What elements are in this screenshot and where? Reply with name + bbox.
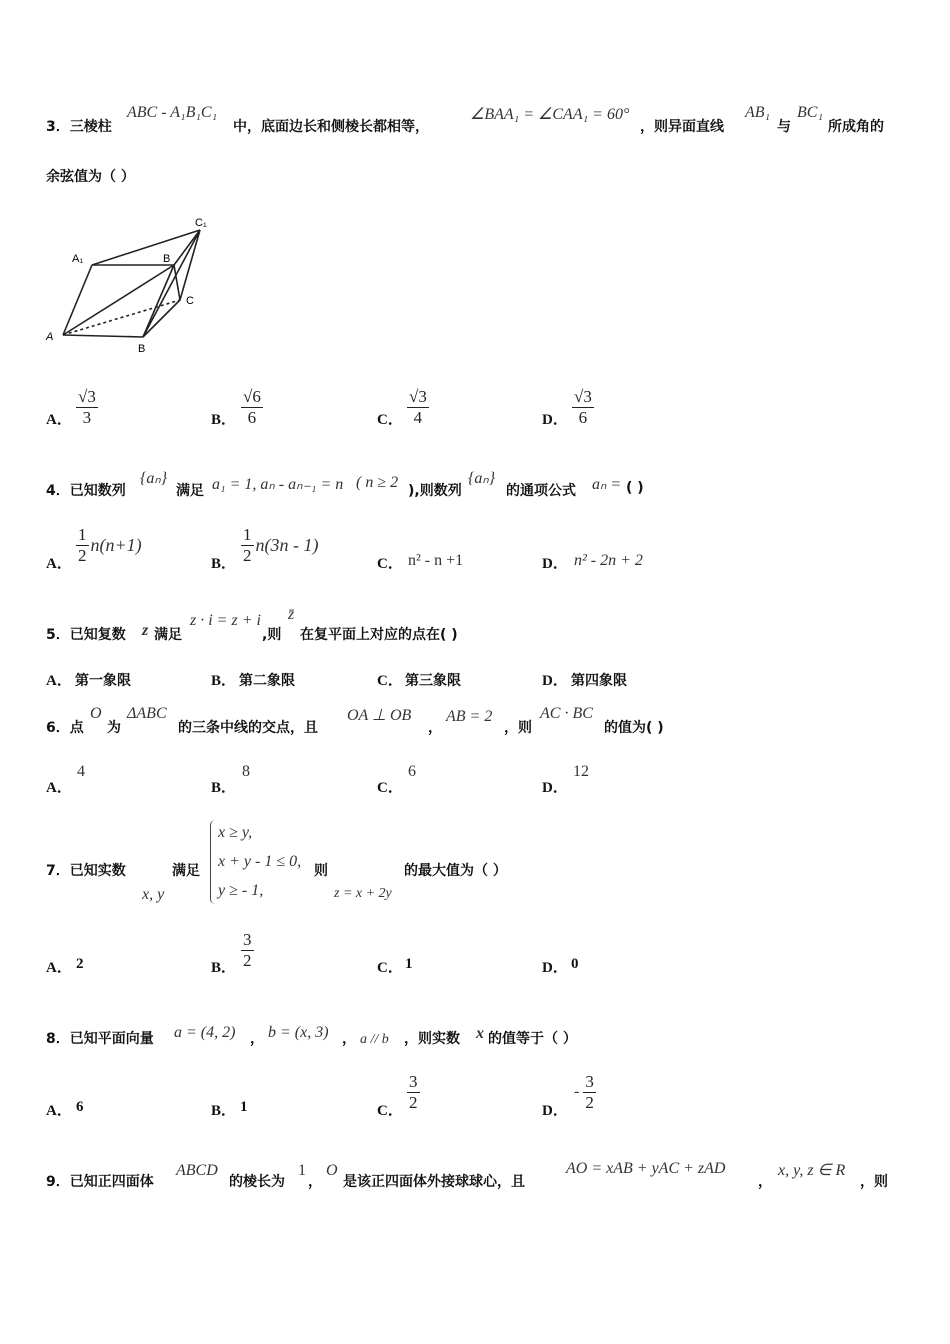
fig-label-c: C: [186, 295, 194, 307]
q6-mid: 的三条中线的交点，且: [178, 720, 318, 736]
fig-label-b1: B: [163, 253, 171, 265]
q5-then: ,则: [262, 627, 282, 643]
q7-option-b[interactable]: $\frac{3}{2}$: [243, 930, 252, 970]
q8-vec-a: a = (4, 2): [174, 1024, 236, 1041]
q6-triangle: ΔABC: [127, 705, 167, 722]
q6-then: ，则: [504, 720, 532, 736]
q3-option-d-label: D．: [542, 412, 568, 428]
q8-comma: ，: [250, 1031, 264, 1047]
prism-figure: [40, 212, 230, 357]
q5-option-c[interactable]: 第三象限: [405, 673, 461, 689]
q3-stem-then: ，则异面直线: [640, 119, 724, 135]
q3-tail: 所成角的: [828, 119, 884, 135]
q7-stem-start: 7．已知实数: [46, 863, 126, 879]
q7-brace: [210, 820, 215, 904]
q6-stem-start: 6．点: [46, 720, 84, 736]
q7-then: 则: [314, 863, 328, 879]
q6-option-b[interactable]: 8: [242, 763, 250, 780]
q9-comma2: ，: [758, 1174, 772, 1190]
q7-option-c-label: C．: [377, 960, 403, 976]
q5-option-d[interactable]: 第四象限: [571, 673, 627, 689]
q4-an: aₙ =: [592, 476, 622, 493]
q8-tail2: 的值等于（ ）: [488, 1031, 577, 1047]
q3-option-a-label: A．: [46, 412, 72, 428]
q4-stem-start: 4．已知数列: [46, 483, 126, 499]
q4-condition2: ( n ≥ 2: [356, 474, 399, 491]
q5-option-b[interactable]: 第二象限: [239, 673, 295, 689]
q7-xy: x, y: [142, 886, 165, 903]
q6-tail: 的值为( ): [604, 720, 664, 736]
q9-tail: ，则: [860, 1174, 888, 1190]
q8-option-b[interactable]: 1: [240, 1099, 248, 1115]
q4-option-b-label: B．: [211, 556, 237, 572]
q3-prism: ABC - A₁B₁C₁: [127, 104, 218, 121]
q3-stem-mid: 中，底面边长和侧棱长都相等，: [233, 119, 429, 135]
q7-option-d-label: D．: [542, 960, 568, 976]
q6-option-b-label: B．: [211, 780, 237, 796]
q7-option-d[interactable]: 0: [571, 956, 579, 972]
q4-option-d-label: D．: [542, 556, 568, 572]
fig-label-a: A: [46, 331, 54, 343]
q8-x: x: [476, 1025, 484, 1042]
q5-tail: 在复平面上对应的点在( ): [300, 627, 458, 643]
q8-option-c[interactable]: $\frac{3}{2}$: [409, 1072, 418, 1112]
q5-option-b-label: B．: [211, 673, 237, 689]
q8-option-c-label: C．: [377, 1103, 403, 1119]
q9-stem-start: 9．已知正四面体: [46, 1174, 154, 1190]
q9-o: O: [326, 1162, 338, 1179]
q4-option-a[interactable]: $\frac{1}{2}$ n(n+1): [78, 525, 142, 565]
q3-stem-start: 3．三棱柱: [46, 119, 112, 135]
q9-mid: 是该正四面体外接球球心，且: [343, 1174, 525, 1190]
q6-ab: AB = 2: [446, 708, 493, 725]
q3-option-c[interactable]: $\frac{√3}{4}$: [409, 387, 427, 427]
q7-ineq-2: x + y - 1 ≤ 0,: [218, 853, 302, 870]
q3-ab1: AB₁: [745, 104, 771, 121]
q6-option-a[interactable]: 4: [77, 763, 85, 780]
q6-o: O: [90, 705, 102, 722]
fig-label-c1: C₁: [195, 217, 207, 229]
q9-comma: ，: [308, 1174, 322, 1190]
q4-option-d[interactable]: n² - 2n + 2: [574, 552, 643, 569]
q8-vec-b: b = (x, 3): [268, 1024, 329, 1041]
q3-and: 与: [777, 119, 791, 135]
q6-perp: OA ⊥ OB: [347, 707, 412, 724]
q4-option-c[interactable]: n² - n +1: [408, 552, 464, 569]
q5-option-c-label: C．: [377, 673, 403, 689]
q4-option-a-label: A．: [46, 556, 72, 572]
q4-paren: ( ): [626, 480, 644, 496]
q4-seq: {aₙ}: [140, 470, 168, 487]
q6-dot: AC · BC: [540, 705, 593, 722]
q4-seq2: {aₙ}: [468, 470, 496, 487]
q7-option-b-label: B．: [211, 960, 237, 976]
q3-option-a[interactable]: $\frac{√3}{3}$: [78, 387, 96, 427]
q3-angle: ∠BAA₁ = ∠CAA₁ = 60°: [470, 106, 630, 123]
q9-domain: x, y, z ∈ R: [778, 1162, 846, 1179]
q6-option-c[interactable]: 6: [408, 763, 416, 780]
q7-tail: 的最大值为（ ）: [404, 863, 507, 879]
q6-is: 为: [107, 720, 121, 736]
q6-option-d[interactable]: 12: [573, 763, 589, 780]
q8-stem-start: 8．已知平面向量: [46, 1031, 154, 1047]
q3-option-c-label: C．: [377, 412, 403, 428]
q9-edge: 的棱长为: [229, 1174, 285, 1190]
q4-satisfy: 满足: [176, 483, 204, 499]
q4-then: ),则数列: [408, 483, 462, 499]
fig-label-b: B: [138, 343, 146, 355]
q8-option-b-label: B．: [211, 1103, 237, 1119]
q8-tail: ，则实数: [404, 1031, 460, 1047]
q3-option-b-label: B．: [211, 412, 237, 428]
q4-condition: a₁ = 1, aₙ - aₙ₋₁ = n: [212, 476, 344, 493]
q6-option-d-label: D．: [542, 780, 568, 796]
q8-option-d-label: D．: [542, 1103, 568, 1119]
q5-option-d-label: D．: [542, 673, 568, 689]
q5-option-a-label: A．: [46, 673, 72, 689]
q7-satisfy: 满足: [172, 863, 200, 879]
q7-ineq-1: x ≥ y,: [218, 824, 253, 841]
q3-line2: 余弦值为（ ）: [46, 169, 135, 185]
q3-option-d[interactable]: $\frac{√3}{6}$: [574, 387, 592, 427]
q4-tail: 的通项公式: [506, 483, 576, 499]
q7-objective: z = x + 2y: [334, 886, 392, 901]
q6-option-c-label: C．: [377, 780, 403, 796]
q9-abcd: ABCD: [176, 1162, 218, 1179]
q8-option-d[interactable]: - $\frac{3}{2}$: [574, 1072, 594, 1112]
q5-z: z: [142, 622, 149, 639]
q8-comma2: ，: [342, 1031, 356, 1047]
q4-option-b[interactable]: $\frac{1}{2}$ n(3n - 1): [243, 525, 319, 565]
q5-stem-start: 5．已知复数: [46, 627, 126, 643]
q7-ineq-3: y ≥ - 1,: [218, 882, 264, 899]
q5-zbar: z̄: [288, 606, 295, 623]
q3-bc1: BC₁: [797, 104, 824, 121]
q8-parallel: a // b: [360, 1032, 389, 1047]
q9-one: 1: [298, 1162, 306, 1179]
q5-equation: z · i = z + i: [190, 612, 261, 629]
q7-option-c[interactable]: 1: [405, 956, 413, 972]
q5-option-a[interactable]: 第一象限: [75, 673, 131, 689]
q8-option-a[interactable]: 6: [76, 1099, 84, 1115]
q3-option-b[interactable]: $\frac{√6}{6}$: [243, 387, 261, 427]
q7-option-a-label: A．: [46, 960, 72, 976]
q6-comma: ，: [428, 720, 442, 736]
fig-label-a1: A₁: [72, 253, 84, 265]
q7-option-a[interactable]: 2: [76, 956, 84, 972]
q4-option-c-label: C．: [377, 556, 403, 572]
q6-option-a-label: A．: [46, 780, 72, 796]
q8-option-a-label: A．: [46, 1103, 72, 1119]
q9-equation: AO = xAB + yAC + zAD: [566, 1160, 726, 1177]
q5-satisfy: 满足: [154, 627, 182, 643]
